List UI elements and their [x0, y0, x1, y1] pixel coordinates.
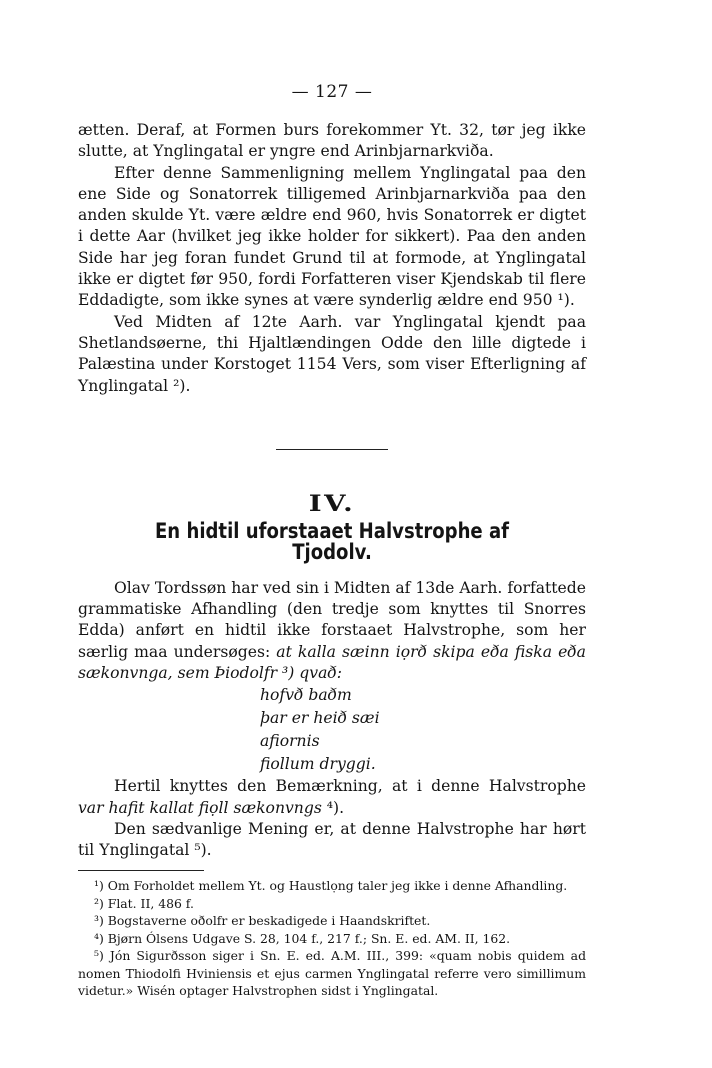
paragraph-4-text: Olav Tordssøn har ved sin i Midten af 13de Aarh. forfattede grammatiske Afhandling (den tredje som knyttes til Snorres Edda) anført en hidtil ikke forstaaet Halvstrophe, som her særlig maa undersøges:: [78, 578, 586, 661]
paragraph-6: Den sædvanlige Mening er, at denne Halvstrophe har hørt til Ynglingatal ⁵).: [78, 819, 586, 860]
verse-line: fiollum dryggi.: [260, 755, 376, 774]
paragraph-5-mark: ⁴).: [326, 798, 345, 817]
main-text: [78, 120, 586, 861]
verse-line: hofvð baðm: [260, 686, 352, 705]
footnote-divider: [78, 870, 204, 871]
footnote: ²) Flat. II, 486 f.: [94, 895, 194, 911]
verse: [260, 684, 586, 776]
paragraph-5-quote: var hafit kallat fiọll sækonvngs: [78, 798, 322, 817]
section-numeral: IV.: [308, 490, 356, 517]
footnote: ⁵) Jón Sigurðsson siger i Sn. E. ed. A.M. III., 399: «quam nobis quidem ad nomen Thiodolfi Hviniensis et ejus carmen Ynglingatal referre vero simillimum videtur.» Wisén optager Halvstrophen sidst i Ynglingatal.: [78, 948, 586, 999]
paragraph-5: [78, 776, 586, 819]
paragraph-3: Ved Midten af 12te Aarh. var Ynglingatal kjendt paa Shetlandsøerne, thi Hjaltlændingen Odde den lille digtede i Palæstina under Korstoget 1154 Vers, som viser Efterligning af Ynglingatal ²).: [78, 312, 586, 395]
footnote: ³) Bogstaverne oðolfr er beskadigede i Haandskriftet.: [94, 913, 431, 929]
paragraph-5-text: Hertil knyttes den Bemærkning, at i denne Halvstrophe: [114, 777, 586, 796]
paragraph-2: Efter denne Sammenligning mellem Ynglingatal paa den ene Side og Sonatorrek tilligemed Arinbjarnarkviða paa den anden skulde Yt. være ældre end 960, hvis Sonatorrek er digtet i dette Aar (hvilket jeg ikke holder for sikkert). Paa den anden Side har jeg foran fundet Grund til at formode, at Ynglingatal ikke er digtet før 950, fordi Forfatteren viser Kjendskab til flere Eddadigte, som ikke synes at være synderlig ældre end 950 ¹).: [78, 163, 586, 310]
paragraph-1: ætten. Deraf, at Formen burs forekommer Yt. 32, tør jeg ikke slutte, at Ynglingatal er yngre end Arinbjarnarkviða.: [78, 121, 586, 161]
footnote: ¹) Om Forholdet mellem Yt. og Haustlọng taler jeg ikke i denne Afhandling.: [94, 878, 568, 894]
page: [78, 82, 586, 1000]
page-number: — 127 —: [291, 82, 373, 102]
verse-line: afiornis: [260, 732, 320, 751]
section-divider: [276, 449, 388, 450]
verse-line: þar er heið sæi: [260, 709, 380, 728]
paragraph-4: [78, 578, 586, 684]
section-title: En hidtil uforstaaet Halvstrophe af Tjodolv.: [154, 519, 510, 565]
paragraph-4-quote: at kalla sæinn iọrð skipa eða fiska eða sækonvnga, sem Þiodolfr ³) qvað:: [78, 642, 586, 682]
footnote: ⁴) Bjørn Ólsens Udgave S. 28, 104 f., 217 f.; Sn. E. ed. AM. II, 162.: [94, 930, 511, 946]
footnotes: [78, 877, 586, 1000]
